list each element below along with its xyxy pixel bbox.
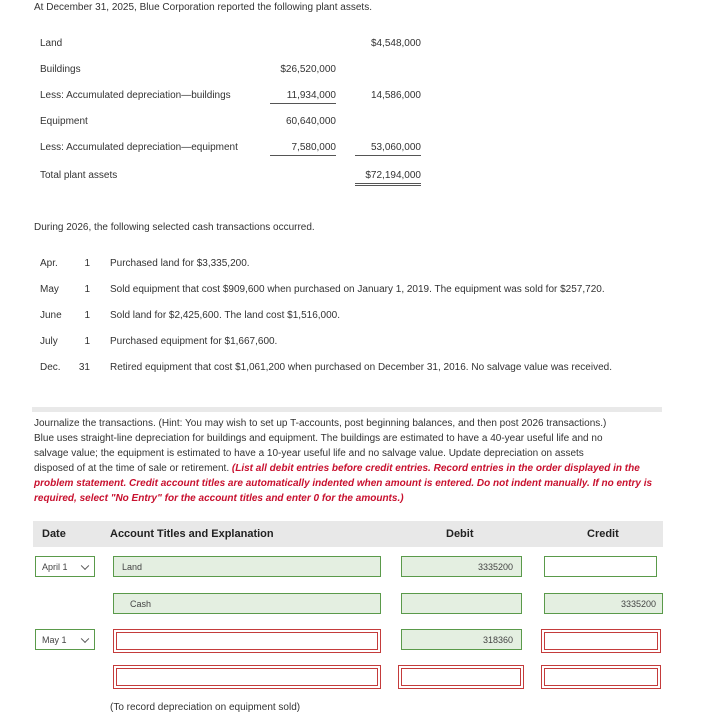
account-field[interactable] (113, 629, 381, 653)
instructions-red: (List all debit entries before credit entries. Record entries in the order displayed in the (231, 463, 640, 474)
accum-dep-buildings-amount: 11,934,000 (270, 90, 336, 104)
transaction-text: Purchased equipment for $1,667,600. (110, 336, 278, 347)
net-equipment-amount: 53,060,000 (355, 142, 421, 156)
transaction-text: Sold equipment that cost $909,600 when purchased on January 1, 2019. The equipment was sold for $257,720. (110, 284, 605, 295)
buildings-amount: $26,520,000 (280, 64, 336, 75)
account-field-inner (116, 632, 378, 650)
accum-dep-buildings-label: Less: Accumulated depreciation—buildings (40, 90, 231, 101)
debit-field[interactable] (401, 593, 522, 614)
transaction-month: Dec. (40, 362, 61, 373)
intro-text: At December 31, 2025, Blue Corporation reported the following plant assets. (34, 2, 372, 13)
transaction-month: July (40, 336, 58, 347)
section-divider (32, 407, 662, 412)
entry-explanation: (To record depreciation on equipment sold) (110, 702, 301, 713)
account-field[interactable]: Land (113, 556, 381, 577)
equipment-label: Equipment (40, 116, 88, 127)
credit-field[interactable]: 3335200 (544, 593, 663, 614)
transaction-month: Apr. (40, 258, 58, 269)
header-credit: Credit (587, 528, 619, 540)
instructions-line: Journalize the transactions. (Hint: You may wish to set up T-accounts, post beginning balances, and then post 2026 transactions.) (34, 418, 607, 429)
credit-field[interactable] (541, 629, 661, 653)
transaction-month: May (40, 284, 59, 295)
instructions-line (34, 461, 640, 476)
date-value: April 1 (42, 561, 68, 572)
chevron-down-icon (81, 561, 89, 569)
transaction-text: Sold land for $2,425,600. The land cost $1,516,000. (110, 310, 340, 321)
transaction-day: 1 (84, 310, 90, 321)
credit-field-inner (544, 668, 658, 686)
buildings-label: Buildings (40, 64, 81, 75)
during-text: During 2026, the following selected cash transactions occurred. (34, 222, 315, 233)
instructions-red-line: problem statement. Credit account titles are automatically indented when amount is entered. Do not indent manually. If no entry is (34, 478, 653, 489)
debit-field[interactable]: 318360 (401, 629, 522, 650)
account-field-inner (116, 668, 378, 686)
transaction-day: 1 (84, 336, 90, 347)
chevron-down-icon (81, 634, 89, 642)
header-account: Account Titles and Explanation (110, 528, 274, 540)
date-select[interactable] (35, 629, 95, 650)
date-select[interactable] (35, 556, 95, 577)
debit-field-inner (401, 668, 521, 686)
date-value: May 1 (42, 634, 67, 645)
land-amount: $4,548,000 (370, 38, 421, 49)
header-debit: Debit (446, 528, 474, 540)
transaction-day: 1 (84, 284, 90, 295)
total-plant-assets-label: Total plant assets (40, 170, 118, 181)
transaction-day: 1 (84, 258, 90, 269)
total-plant-assets-amount: $72,194,000 (355, 170, 421, 186)
transaction-text: Purchased land for $3,335,200. (110, 258, 250, 269)
credit-field-inner (544, 632, 658, 650)
credit-field[interactable] (544, 556, 657, 577)
account-field[interactable]: Cash (113, 593, 381, 614)
transaction-month: June (40, 310, 62, 321)
instructions-plain: disposed of at the time of sale or retirement. (34, 463, 232, 474)
instructions-line: Blue uses straight-line depreciation for buildings and equipment. The buildings are estimated to have a 40-year useful life and no (34, 433, 603, 444)
instructions-red-line: required, select "No Entry" for the account titles and enter 0 for the amounts.) (34, 493, 404, 504)
header-date: Date (42, 528, 66, 540)
debit-field[interactable]: 3335200 (401, 556, 522, 577)
transaction-day: 31 (78, 362, 90, 373)
account-field[interactable] (113, 665, 381, 689)
instructions-line: salvage value; the equipment is estimated to have a 10-year useful life and no salvage value. Update depreciation on assets (34, 448, 584, 459)
equipment-amount: 60,640,000 (285, 116, 336, 127)
accum-dep-equipment-amount: 7,580,000 (270, 142, 336, 156)
accum-dep-equipment-label: Less: Accumulated depreciation—equipment (40, 142, 238, 153)
credit-field[interactable] (541, 665, 661, 689)
land-label: Land (40, 38, 63, 49)
net-buildings-amount: 14,586,000 (370, 90, 421, 101)
debit-field[interactable] (398, 665, 524, 689)
transaction-text: Retired equipment that cost $1,061,200 when purchased on December 31, 2016. No salvage value was received. (110, 362, 612, 373)
